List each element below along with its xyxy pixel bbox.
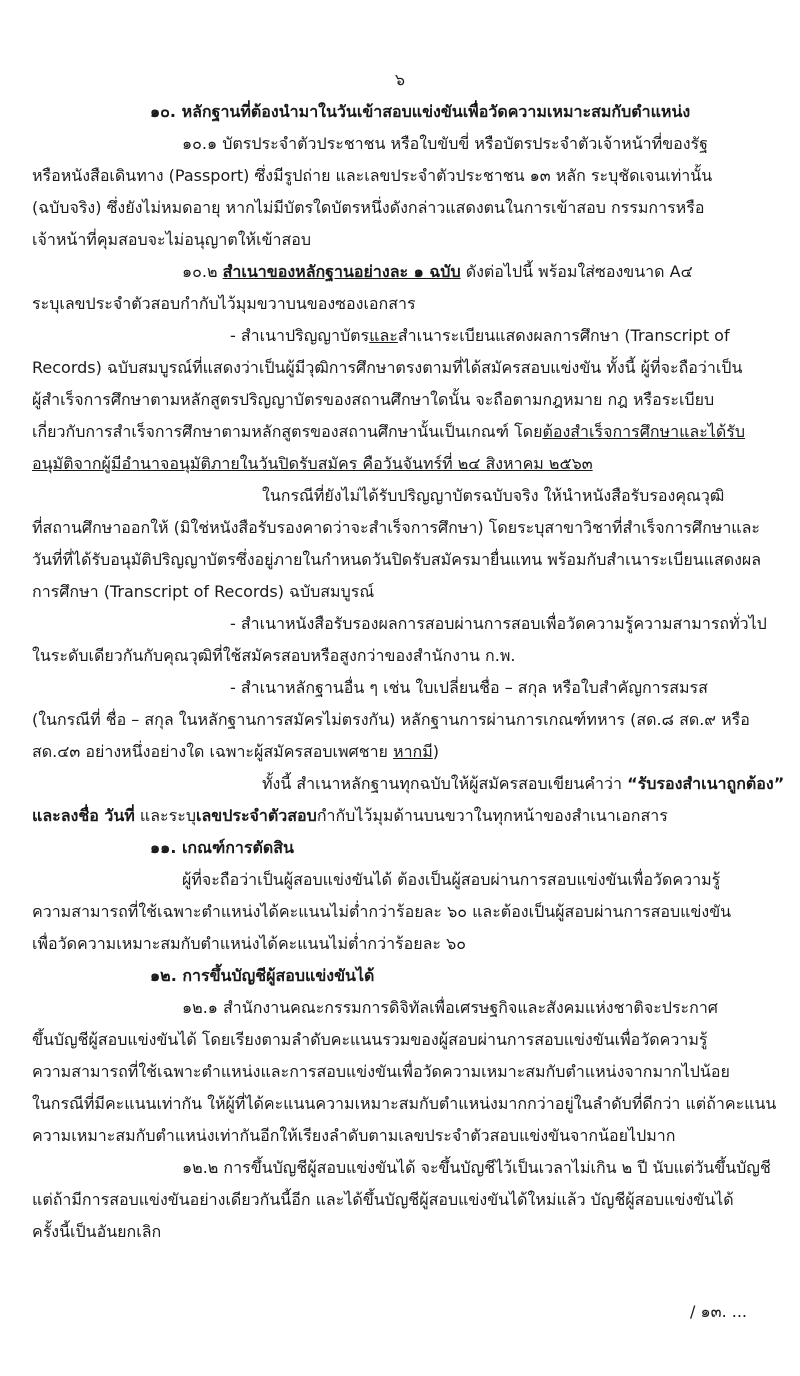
para-12-1-line-3: ความสามารถที่ใช้เฉพาะตำแหน่งและการสอบแข่งขันเพื่อวัดความเหมาะสมกับตำแหน่งจากมากไปน้อย [32,1062,730,1081]
para-10-2-number: ๑๐.๒ [182,262,223,281]
item-1-text-b: สำเนาระเบียนแสดงผลการศึกษา (Transcript of [397,326,730,345]
para-10-2-line-2: ระบุเลขประจำตัวสอบกำกับไว้มุมขวาบนของซองเอกสาร [32,294,416,313]
item-1b-line-2: ที่สถานศึกษาออกให้ (มิใช่หนังสือรับรองคาดว่าจะสำเร็จการศึกษา) โดยระบุสาขาวิชาที่สำเร็จการศึกษาและ [32,518,761,537]
note-line-2-bold-1: และลงชื่อ วันที่ [32,806,135,825]
item-1-line-5: อนุมัติจากผู้มีอำนาจอนุมัติภายในวันปิดรับสมัคร คือวันจันทร์ที่ ๒๔ สิงหาคม ๒๕๖๓ [32,454,593,473]
section-11-line-2: ความสามารถที่ใช้เฉพาะตำแหน่งได้คะแนนไม่ต่ำกว่าร้อยละ ๖๐ และต้องเป็นผู้สอบผ่านการสอบแข่งขัน [32,902,732,921]
next-page-marker: / ๑๓. ... [690,1302,747,1321]
para-10-1-line-1: ๑๐.๑ บัตรประจำตัวประชาชน หรือใบขับขี่ หรือบัตรประจำตัวเจ้าหน้าที่ของรัฐ [182,134,708,153]
note-line-2-text-a: และระบุ [134,806,196,825]
item-2-line-1: - สำเนาหนังสือรับรองผลการสอบผ่านการสอบเพื่อวัดความรู้ความสามารถทั่วไป [230,614,767,633]
item-1b-line-3: วันที่ที่ได้รับอนุมัติปริญญาบัตรซึ่งอยู่ภายในกำหนดวันปิดรับสมัครมายื่นแทน พร้อมกับสำเนาระเบียนแสดงผล [32,550,762,569]
section-12-heading: ๑๒. การขึ้นบัญชีผู้สอบแข่งขันได้ [150,966,375,985]
para-12-1-line-5: ความเหมาะสมกับตำแหน่งเท่ากันอีกให้เรียงลำดับตามเลขประจำตัวสอบแข่งขันจากน้อยไปมาก [32,1126,676,1145]
section-10-heading: ๑๐. หลักฐานที่ต้องนำมาในวันเข้าสอบแข่งขันเพื่อวัดความเหมาะสมกับตำแหน่ง [150,102,691,121]
note-line-1-text: ทั้งนี้ สำเนาหลักฐานทุกฉบับให้ผู้สมัครสอบเขียนคำว่า [262,774,628,793]
item-3-line-1: - สำเนาหลักฐานอื่น ๆ เช่น ใบเปลี่ยนชื่อ – สกุล หรือใบสำคัญการสมรส [230,678,708,697]
item-1-text-a: - สำเนาปริญญาบัตร [230,326,370,345]
item-1-line-4 [0,416,800,448]
note-line-2-bold-2: เลขประจำตัวสอบ [195,806,317,825]
item-2-line-2: ในระดับเดียวกันกับคุณวุฒิที่ใช้สมัครสอบหรือสูงกว่าของสำนักงาน ก.พ. [32,646,516,665]
para-10-2-emphasis: สำเนาของหลักฐานอย่างละ ๑ ฉบับ [222,262,461,281]
item-3-line-3-text: สด.๔๓ อย่างหนึ่งอย่างใด เฉพาะผู้สมัครสอบเพศชาย [32,742,394,761]
section-11-line-3: เพื่อวัดความเหมาะสมกับตำแหน่งได้คะแนนไม่ต่ำกว่าร้อยละ ๖๐ [32,934,467,953]
item-3-line-3 [0,736,800,768]
item-1-line-4-underline: ต้องสำเร็จการศึกษาและได้รับ [542,422,745,441]
section-11-heading: ๑๑. เกณฑ์การตัดสิน [150,838,294,857]
para-12-1-line-2: ขึ้นบัญชีผู้สอบแข่งขันได้ โดยเรียงตามลำดับคะแนนรวมของผู้สอบผ่านการสอบแข่งขันเพื่อวัดความรู้ [32,1030,708,1049]
para-12-2-line-2: แต่ถ้ามีการสอบแข่งขันอย่างเดียวกันนี้อีก และได้ขึ้นบัญชีผู้สอบแข่งขันได้ใหม่แล้ว บัญชีผู้สอบแข่งขันได้ [32,1190,734,1209]
note-line-1 [0,768,800,800]
item-1-line-1 [0,320,800,352]
note-line-2 [0,800,800,832]
para-10-2-rest: ดังต่อไปนี้ พร้อมใส่ซองขนาด A๔ [460,262,693,281]
item-3-line-3-underline: หากมี [393,742,433,761]
item-1b-line-1: ในกรณีที่ยังไม่ได้รับปริญญาบัตรฉบับจริง ให้นำหนังสือรับรองคุณวุฒิ [262,486,725,505]
page-number: ๖ [394,70,406,89]
section-11-line-1: ผู้ที่จะถือว่าเป็นผู้สอบแข่งขันได้ ต้องเป็นผู้สอบผ่านการสอบแข่งขันเพื่อวัดความรู้ [182,870,721,889]
para-12-2-line-3: ครั้งนี้เป็นอันยกเลิก [32,1222,162,1241]
item-1b-line-4: การศึกษา (Transcript of Records) ฉบับสมบูรณ์ [32,582,375,601]
para-10-1-line-4: เจ้าหน้าที่คุมสอบจะไม่อนุญาตให้เข้าสอบ [32,230,312,249]
item-1-line-2: Records) ฉบับสมบูรณ์ที่แสดงว่าเป็นผู้มีวุฒิการศึกษาตรงตามที่ได้สมัครสอบแข่งขัน ทั้งนี้ ผู้ที่จะถือว่าเป็น [32,358,743,377]
item-1-line-4-text: เกี่ยวกับการสำเร็จการศึกษาตามหลักสูตรของสถานศึกษานั้นเป็นเกณฑ์ โดย [32,422,543,441]
para-12-1-line-4: ในกรณีที่มีคะแนนเท่ากัน ให้ผู้ที่ได้คะแนนความเหมาะสมกับตำแหน่งมากกว่าอยู่ในลำดับที่ดีกว่า แต่ถ้าคะแนน [32,1094,777,1113]
para-12-2-line-1: ๑๒.๒ การขึ้นบัญชีผู้สอบแข่งขันได้ จะขึ้นบัญชีไว้เป็นเวลาไม่เกิน ๒ ปี นับแต่วันขึ้นบัญชี [182,1158,771,1177]
item-1-line-3: ผู้สำเร็จการศึกษาตามหลักสูตรปริญญาบัตรของสถานศึกษาใดนั้น จะถือตามกฎหมาย กฎ หรือระเบียบ [32,390,715,409]
item-3-line-2: (ในกรณีที่ ชื่อ – สกุล ในหลักฐานการสมัครไม่ตรงกัน) หลักฐานการผ่านการเกณฑ์ทหาร (สด.๘ สด.๙ หรือ [32,710,750,729]
para-10-1-line-2: หรือหนังสือเดินทาง (Passport) ซึ่งมีรูปถ่าย และเลขประจำตัวประชาชน ๑๓ หลัก ระบุชัดเจนเท่านั้น [32,166,713,185]
note-line-2-text-c: กำกับไว้มุมด้านบนขวาในทุกหน้าของสำเนาเอกสาร [316,806,668,825]
item-1-underline: และ [369,326,398,345]
note-line-1-bold: “รับรองสำเนาถูกต้อง” [627,774,785,793]
para-10-2-line-1 [0,256,800,288]
item-3-line-3-close: ) [432,742,440,761]
para-10-1-line-3: (ฉบับจริง) ซึ่งยังไม่หมดอายุ หากไม่มีบัตรใดบัตรหนึ่งดังกล่าวแสดงตนในการเข้าสอบ กรรมการหรือ [32,198,705,217]
para-12-1-line-1: ๑๒.๑ สำนักงานคณะกรรมการดิจิทัลเพื่อเศรษฐกิจและสังคมแห่งชาติจะประกาศ [182,998,718,1017]
